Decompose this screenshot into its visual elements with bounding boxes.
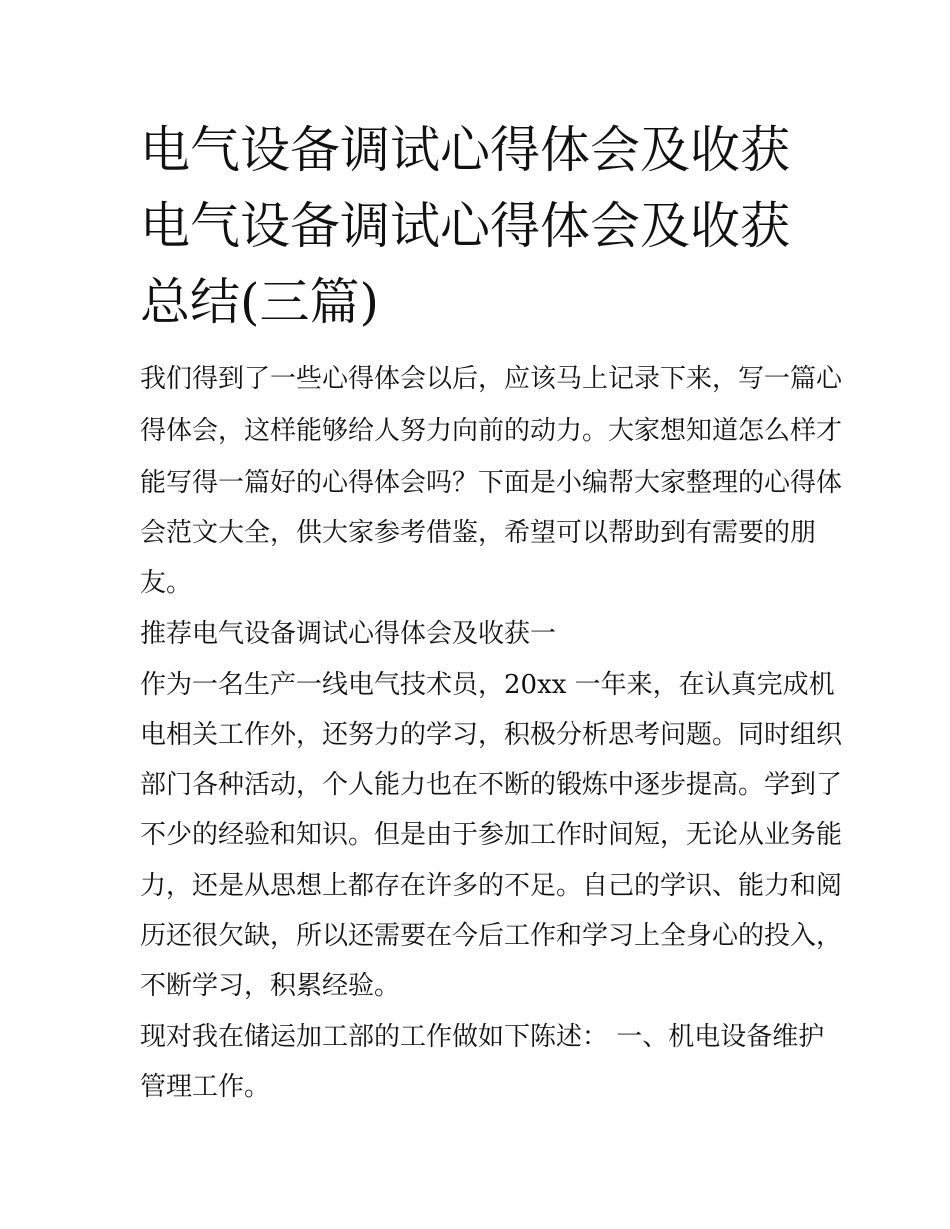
body-paragraph-line: 历还很欠缺，所以还需要在今后工作和学习上全身心的投入， [140,921,843,951]
intro-paragraph-line: 会范文大全，供大家参考借鉴，希望可以帮助到有需要的朋 [140,518,817,548]
title-line: 总结(三篇) [140,273,380,331]
document-title [140,112,830,340]
intro-paragraph-line: 能写得一篇好的心得体会吗？下面是小编帮大家整理的心得体 [140,468,843,498]
section-heading: 推荐电气设备调试心得体会及收获一 [140,619,557,649]
intro-paragraph-line: 友。 [140,568,193,598]
body-paragraph-line: 不少的经验和知识。但是由于参加工作时间短，无论从业务能 [140,820,843,850]
body-paragraph-line: 现对我在储运加工部的工作做如下陈述： 一、机电设备维护 [140,1022,825,1052]
body-paragraph-line: 管理工作。 [140,1072,271,1102]
body-paragraph-line: 部门各种活动，个人能力也在不断的锻炼中逐步提高。学到了 [140,770,843,800]
body-paragraph-line: 不断学习，积累经验。 [140,971,401,1001]
intro-paragraph-line: 得体会，这样能够给人努力向前的动力。大家想知道怎么样才 [140,416,843,446]
body-paragraph-line: 电相关工作外，还努力的学习，积极分析思考问题。同时组织 [140,720,843,750]
intro-paragraph-line: 我们得到了一些心得体会以后，应该马上记录下来，写一篇心 [140,364,843,394]
title-line: 电气设备调试心得体会及收获 [140,197,790,255]
title-line: 电气设备调试心得体会及收获 [140,121,790,179]
body-paragraph-line: 力，还是从思想上都存在许多的不足。自己的学识、能力和阅 [140,871,843,901]
body-paragraph-line: 作为一名生产一线电气技术员，20xx 一年来，在认真完成机 [140,670,835,700]
